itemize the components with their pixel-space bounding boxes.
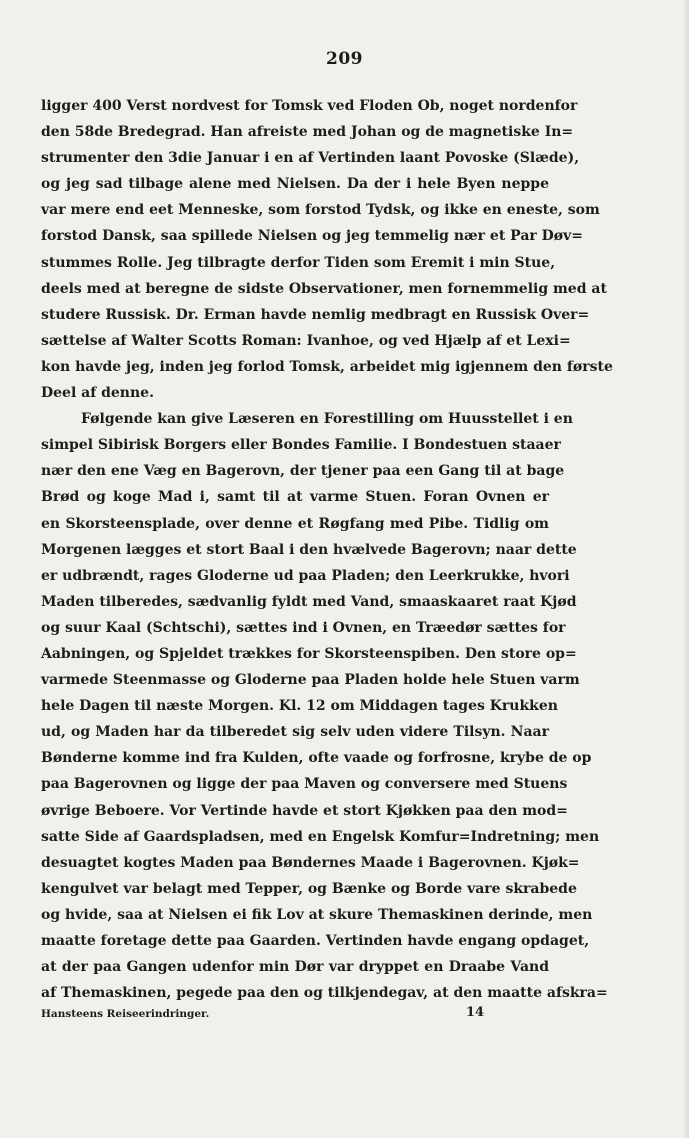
text-line: paa Bagerovnen og ligge der paa Maven og conversere med Stuens [41, 776, 568, 793]
text-line: hele Dagen til næste Morgen. Kl. 12 om Middagen tages Krukken [41, 698, 558, 715]
text-line: Maden tilberedes, sædvanlig fyldt med Vand, smaaskaaret raat Kjød [41, 593, 577, 610]
book-signature: Hansteens Reiseerindringer. [41, 1008, 210, 1020]
text-line: ud, og Maden har da tilberedet sig selv uden videre Tilsyn. Naar [41, 724, 549, 741]
text-line: den 58de Bredegrad. Han afreiste med Johan og de magnetiske In= [41, 124, 574, 141]
text-line: stummes Rolle. Jeg tilbragte derfor Tiden som Eremit i min Stue, [41, 254, 556, 271]
text-line: sættelse af Walter Scotts Roman: Ivanhoe, og ved Hjælp af et Lexi= [41, 332, 571, 349]
text-line: øvrige Beboere. Vor Vertinde havde et stort Kjøkken paa den mod= [41, 802, 568, 819]
text-line: ligger 400 Verst nordvest for Tomsk ved Floden Ob, noget nordenfor [41, 98, 578, 114]
text-line: studere Russisk. Dr. Erman havde nemlig medbragt en Russisk Over= [41, 306, 590, 323]
text-line: var mere end eet Menneske, som forstod Tydsk, og ikke en eneste, som [41, 202, 600, 219]
text-line: kon havde jeg, inden jeg forlod Tomsk, arbeidet mig igjennem den første [41, 358, 613, 375]
text-line: en Skorsteensplade, over denne et Røgfang med Pibe. Tidlig om [41, 515, 549, 532]
sheet-number: 14 [466, 1005, 485, 1020]
paragraph-end-line: Deel af denne. [41, 385, 154, 402]
text-line: maatte foretage dette paa Gaarden. Vertinden havde engang opdaget, [41, 933, 590, 949]
text-line: Brød og koge Mad i, samt til at varme Stuen. Foran Ovnen er [41, 489, 549, 506]
text-line: Morgenen lægges et stort Baal i den hvælvede Bagerovn; naar dette [41, 541, 577, 558]
text-line: varmede Steenmasse og Gloderne paa Pladen holde hele Stuen varm [41, 672, 580, 689]
text-line: deels med at beregne de sidste Observationer, men fornemmelig med at [41, 280, 607, 297]
text-line: kengulvet var belagt med Tepper, og Bænke og Borde vare skrabede [41, 880, 577, 897]
text-line: strumenter den 3die Januar i en af Vertinden laant Povoske (Slæde), [41, 150, 580, 167]
paragraph-start-line: Følgende kan give Læseren en Forestilling om Huusstellet i en [81, 411, 573, 428]
text-line: og suur Kaal (Schtschi), sættes ind i Ovnen, en Træedør sættes for [41, 619, 566, 636]
text-line: af Themaskinen, pegede paa den og tilkjendegav, at den maatte afskra= [41, 985, 608, 1002]
text-line: og jeg sad tilbage alene med Nielsen. Da der i hele Byen neppe [41, 176, 549, 193]
text-line: Aabningen, og Spjeldet trækkes for Skorsteenspiben. Den store op= [41, 645, 577, 662]
text-line: satte Side af Gaardspladsen, med en Engelsk Komfur=Indretning; men [41, 828, 600, 845]
text-line: forstod Dansk, saa spillede Nielsen og jeg temmelig nær et Par Døv= [41, 228, 583, 245]
text-line: at der paa Gangen udenfor min Dør var dryppet en Draabe Vand [41, 959, 549, 976]
text-line: er udbrændt, rages Gloderne ud paa Pladen; den Leerkrukke, hvori [41, 567, 570, 584]
page-number: 209 [326, 49, 363, 69]
text-line: simpel Sibirisk Borgers eller Bondes Familie. I Bondestuen staaer [41, 437, 561, 454]
page-edge [683, 0, 689, 1138]
text-line: nær den ene Væg en Bagerovn, der tjener paa een Gang til at bage [41, 463, 565, 480]
text-line: desuagtet kogtes Maden paa Bøndernes Maade i Bagerovnen. Kjøk= [41, 854, 580, 871]
text-line: og hvide, saa at Nielsen ei fik Lov at skure Themaskinen derinde, men [41, 906, 593, 923]
body-text [41, 93, 613, 1006]
text-line: Bønderne komme ind fra Kulden, ofte vaade og forfrosne, krybe de op [41, 750, 592, 767]
